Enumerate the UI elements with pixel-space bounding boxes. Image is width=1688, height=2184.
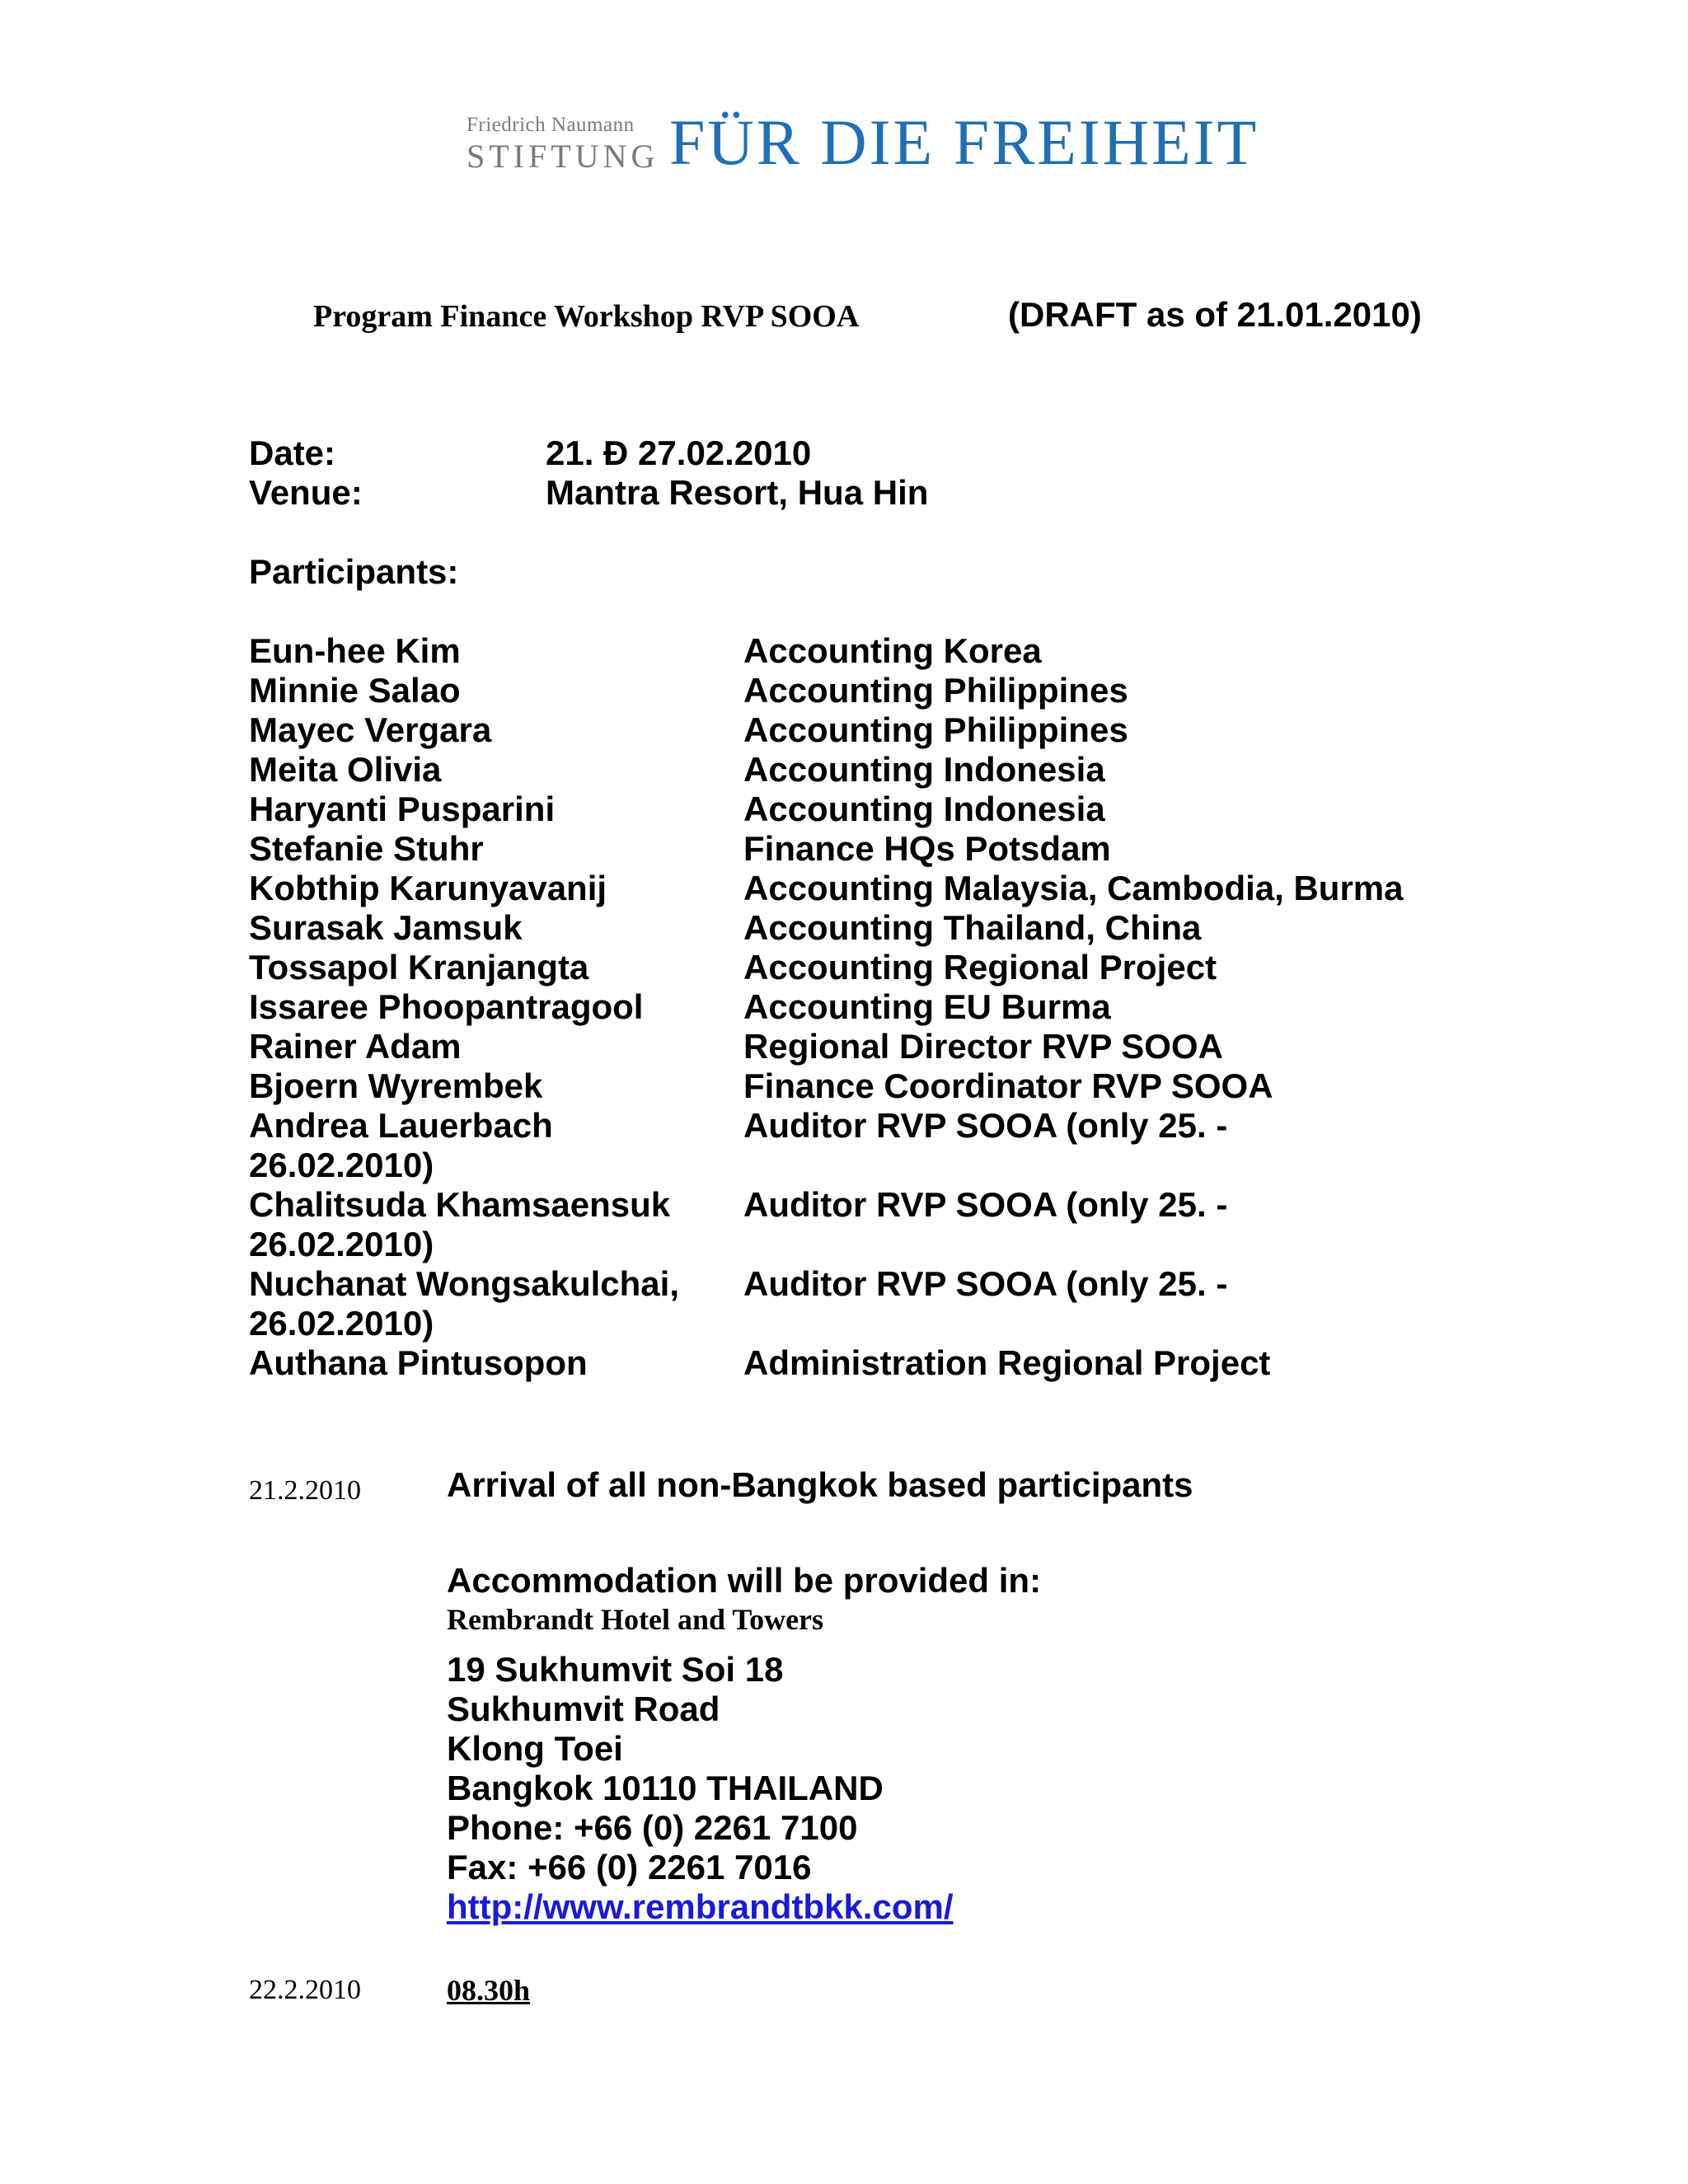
participant-row	[249, 1106, 1518, 1185]
hotel-website-link[interactable]: http://www.rembrandtbkk.com/	[447, 1887, 954, 1926]
address-line: Sukhumvit Road	[447, 1690, 720, 1728]
participant-row	[249, 1027, 1518, 1066]
participant-role: Finance HQs Potsdam	[743, 829, 1111, 868]
participant-name: Haryanti Pusparini	[249, 790, 556, 828]
participant-row	[249, 987, 1518, 1027]
address-line: 19 Sukhumvit Soi 18	[447, 1650, 784, 1689]
participant-role: Accounting Indonesia	[743, 750, 1105, 789]
participant-row	[249, 869, 1518, 908]
participant-role: Accounting Indonesia	[743, 790, 1105, 828]
participant-name: Surasak Jamsuk	[249, 908, 523, 947]
logo-org-line2: STIFTUNG	[467, 138, 659, 175]
participant-row	[249, 1264, 1518, 1343]
date-label: Date:	[249, 434, 336, 472]
participant-role: Auditor RVP SOOA (only 25. -	[743, 1106, 1228, 1145]
hotel-address	[447, 1650, 954, 1927]
participant-row	[249, 631, 1518, 671]
address-line: Bangkok 10110 THAILAND	[447, 1769, 884, 1807]
participant-role: Auditor RVP SOOA (only 25. -	[743, 1264, 1228, 1303]
venue-value: Mantra Resort, Hua Hin	[546, 473, 929, 512]
document-title: Program Finance Workshop RVP SOOA	[313, 299, 860, 334]
participant-row	[249, 710, 1518, 750]
participant-name: Tossapol Kranjangta	[249, 948, 589, 987]
participant-row	[249, 948, 1518, 987]
participant-role: Finance Coordinator RVP SOOA	[743, 1066, 1273, 1105]
participant-role: Accounting Philippines	[743, 671, 1128, 710]
schedule-date: 21.2.2010	[249, 1475, 361, 1506]
logo-slogan: FÜR DIE FREIHEIT	[669, 106, 1259, 178]
participant-name: Meita Olivia	[249, 750, 442, 789]
participant-row	[249, 671, 1518, 710]
participant-role: Accounting Thailand, China	[743, 908, 1202, 947]
participant-role-continuation: 26.02.2010)	[249, 1225, 434, 1263]
participant-name: Kobthip Karunyavanij	[249, 869, 607, 907]
schedule-time: 08.30h	[447, 1974, 531, 2007]
schedule-date: 22.2.2010	[249, 1975, 361, 2005]
schedule-text: Arrival of all non-Bangkok based participants	[447, 1465, 1193, 1504]
logo-org-line1: Friedrich Naumann	[467, 114, 635, 136]
participant-name: Minnie Salao	[249, 671, 461, 710]
participant-role: Accounting Malaysia, Cambodia, Burma	[743, 869, 1404, 907]
venue-label: Venue:	[249, 473, 363, 512]
participant-role: Auditor RVP SOOA (only 25. -	[743, 1185, 1228, 1224]
participant-name: Mayec Vergara	[249, 710, 492, 749]
participant-name: Rainer Adam	[249, 1027, 462, 1066]
date-value: 21. Ð 27.02.2010	[546, 434, 812, 472]
participant-role: Accounting Philippines	[743, 710, 1128, 749]
participant-row	[249, 1066, 1518, 1106]
participant-role: Accounting EU Burma	[743, 987, 1111, 1026]
participant-role: Accounting Regional Project	[743, 948, 1217, 987]
hotel-phone: Phone: +66 (0) 2261 7100	[447, 1808, 858, 1847]
participant-row	[249, 829, 1518, 869]
participant-row	[249, 908, 1518, 948]
participant-name: Stefanie Stuhr	[249, 829, 484, 868]
logo	[467, 105, 1332, 180]
participants-list	[249, 631, 1518, 1383]
participant-name: Issaree Phoopantragool	[249, 987, 644, 1026]
hotel-fax: Fax: +66 (0) 2261 7016	[447, 1848, 812, 1886]
participant-row	[249, 750, 1518, 790]
participant-name: Eun-hee Kim	[249, 631, 461, 670]
participant-row	[249, 1185, 1518, 1264]
accommodation-heading: Accommodation will be provided in:	[447, 1561, 1042, 1600]
participant-row	[249, 790, 1518, 829]
participant-name: Chalitsuda Khamsaensuk	[249, 1185, 671, 1224]
hotel-name: Rembrandt Hotel and Towers	[447, 1603, 824, 1636]
participant-role-continuation: 26.02.2010)	[249, 1146, 434, 1184]
participant-role-continuation: 26.02.2010)	[249, 1304, 434, 1343]
participant-name: Nuchanat Wongsakulchai,	[249, 1264, 679, 1303]
participant-row	[249, 1343, 1518, 1383]
participant-name: Authana Pintusopon	[249, 1343, 588, 1382]
address-line: Klong Toei	[447, 1729, 623, 1768]
draft-status: (DRAFT as of 21.01.2010)	[1008, 295, 1422, 334]
participant-role: Regional Director RVP SOOA	[743, 1027, 1223, 1066]
participant-name: Andrea Lauerbach	[249, 1106, 553, 1145]
participant-role: Administration Regional Project	[743, 1343, 1271, 1382]
participants-heading: Participants:	[249, 552, 459, 591]
participant-role: Accounting Korea	[743, 631, 1042, 670]
participant-name: Bjoern Wyrembek	[249, 1066, 543, 1105]
